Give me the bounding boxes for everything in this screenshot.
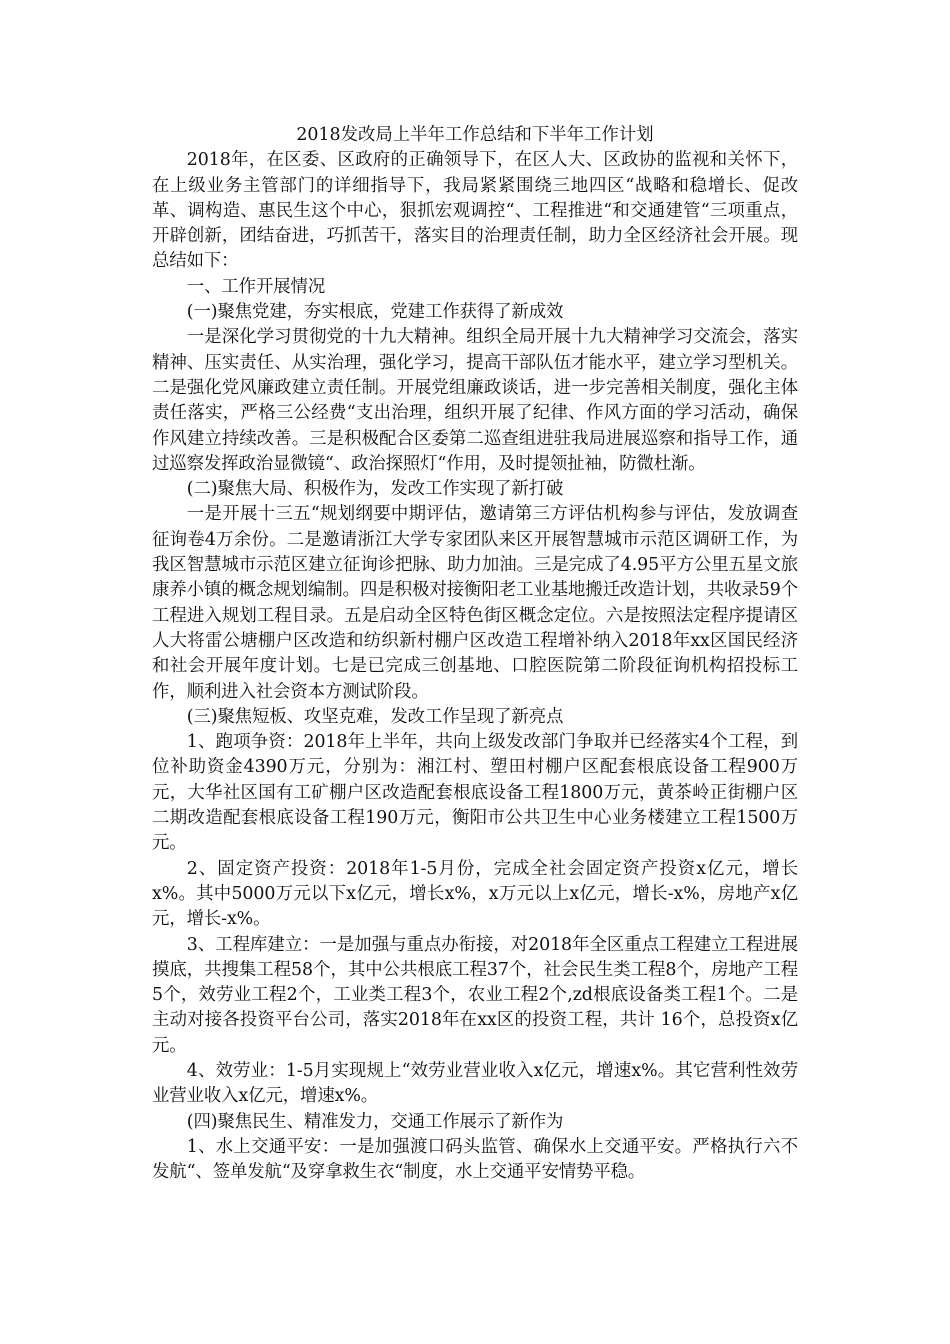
subsection-heading-party-building: (一)聚焦党建，夯实根底，党建工作获得了新成效 [186,302,564,323]
paragraph-party-building: 一是深化学习贯彻党的十九大精神。组织全局开展十九大精神学习交流会，落实精神、压实责任、从实治理，强化学习，提高干部队伍才能水平，建立学习型机关。二是强化党风廉政建立责任制。开展党组廉政谈话，进一步完善相关制度，强化主体责任落实，严格三公经费“支出治理，组织开展了纪律、作风方面的学习活动，确保作风建立持续改善。三是积极配合区委第二巡查组进驻我局进展巡察和指导工作，通过巡察发挥政治显微镜“、政治探照灯“作用，及时提领扯袖，防微杜渐。 [152,327,798,474]
subsection-heading-weak-points: (三)聚焦短板、攻坚克难，发改工作呈现了新亮点 [186,706,564,727]
subsection-heading-overall-situation: (二)聚焦大局、积极作为，发改工作实现了新打破 [186,479,564,500]
section-heading-work-status: 一、工作开展情况 [186,276,326,297]
paragraph-water-traffic-safety: 1、水上交通平安：一是加强渡口码头监管、确保水上交通平安。严格执行六不发航“、签单发航“及穿拿救生衣“制度，水上交通平安情势平稳。 [152,1136,798,1183]
document-body [152,123,798,1185]
subsection-heading-livelihood: (四)聚焦民生、精准发力，交通工作展示了新作为 [186,1111,564,1132]
paragraph-intro: 2018年，在区委、区政府的正确领导下，在区人大、区政协的监视和关怀下，在上级业务主管部门的详细指导下，我局紧紧围绕三地四区“战略和稳增长、促改革、调构造、惠民生这个中心，狠抓宏观调控“、工程推进“和交通建管“三项重点，开辟创新，团结奋进，巧抓苦干，落实目的治理责任制，助力全区经济社会开展。现总结如下： [152,150,798,272]
document-title: 2018发改局上半年工作总结和下半年工作计划 [296,125,654,145]
paragraph-service-industry: 4、效劳业：1-5月实现规上“效劳业营业收入x亿元，增速x%。其它营利性效劳业营业收入x亿元，增速x%。 [152,1060,798,1107]
paragraph-project-funding: 1、跑项争资：2018年上半年，共向上级发改部门争取并已经落实4个工程，到位补助资金4390万元，分别为：湘江村、塑田村棚户区配套根底设备工程900万元，大华社区国有工矿棚户区改造配套根底设备工程1800万元，黄茶岭正街棚户区二期改造配套根底设备工程190万元，衡阳市公共卫生中心业务楼建立工程1500万元。 [152,732,798,854]
paragraph-project-library: 3、工程库建立：一是加强与重点办衔接，对2018年全区重点工程建立工程进展摸底，共搜集工程58个，其中公共根底工程37个，社会民生类工程8个，房地产工程5个，效劳业工程2个，工业类工程3个，农业工程2个,zd根底设备类工程1个。二是主动对接各投资平台公司，落实2018年在xx区的投资工程，共计 16个，总投资x亿元。 [152,934,798,1056]
paragraph-fixed-asset-investment: 2、固定资产投资：2018年1-5月份，完成全社会固定资产投资x亿元，增长x%。其中5000万元以下x亿元，增长x%，x万元以上x亿元，增长-x%，房地产x亿元，增长-x%。 [152,858,798,930]
paragraph-overall-situation: 一是开展十三五“规划纲要中期评估，邀请第三方评估机构参与评估，发放调查征询卷4万余份。二是邀请浙江大学专家团队来区开展智慧城市示范区调研工作，为我区智慧城市示范区建立征询诊把脉、助力加油。三是完成了4.95平方公里五星文旅康养小镇的概念规划编制。四是积极对接衡阳老工业基地搬迁改造计划，共收录59个工程进入规划工程目录。五是启动全区特色街区概念定位。六是按照法定程序提请区人大将雷公塘棚户区改造和纺织新村棚户区改造工程增补纳入2018年xx区国民经济和社会开展年度计划。七是已完成三创基地、口腔医院第二阶段征询机构招投标工作，顺利进入社会资本方测试阶段。 [152,504,798,702]
